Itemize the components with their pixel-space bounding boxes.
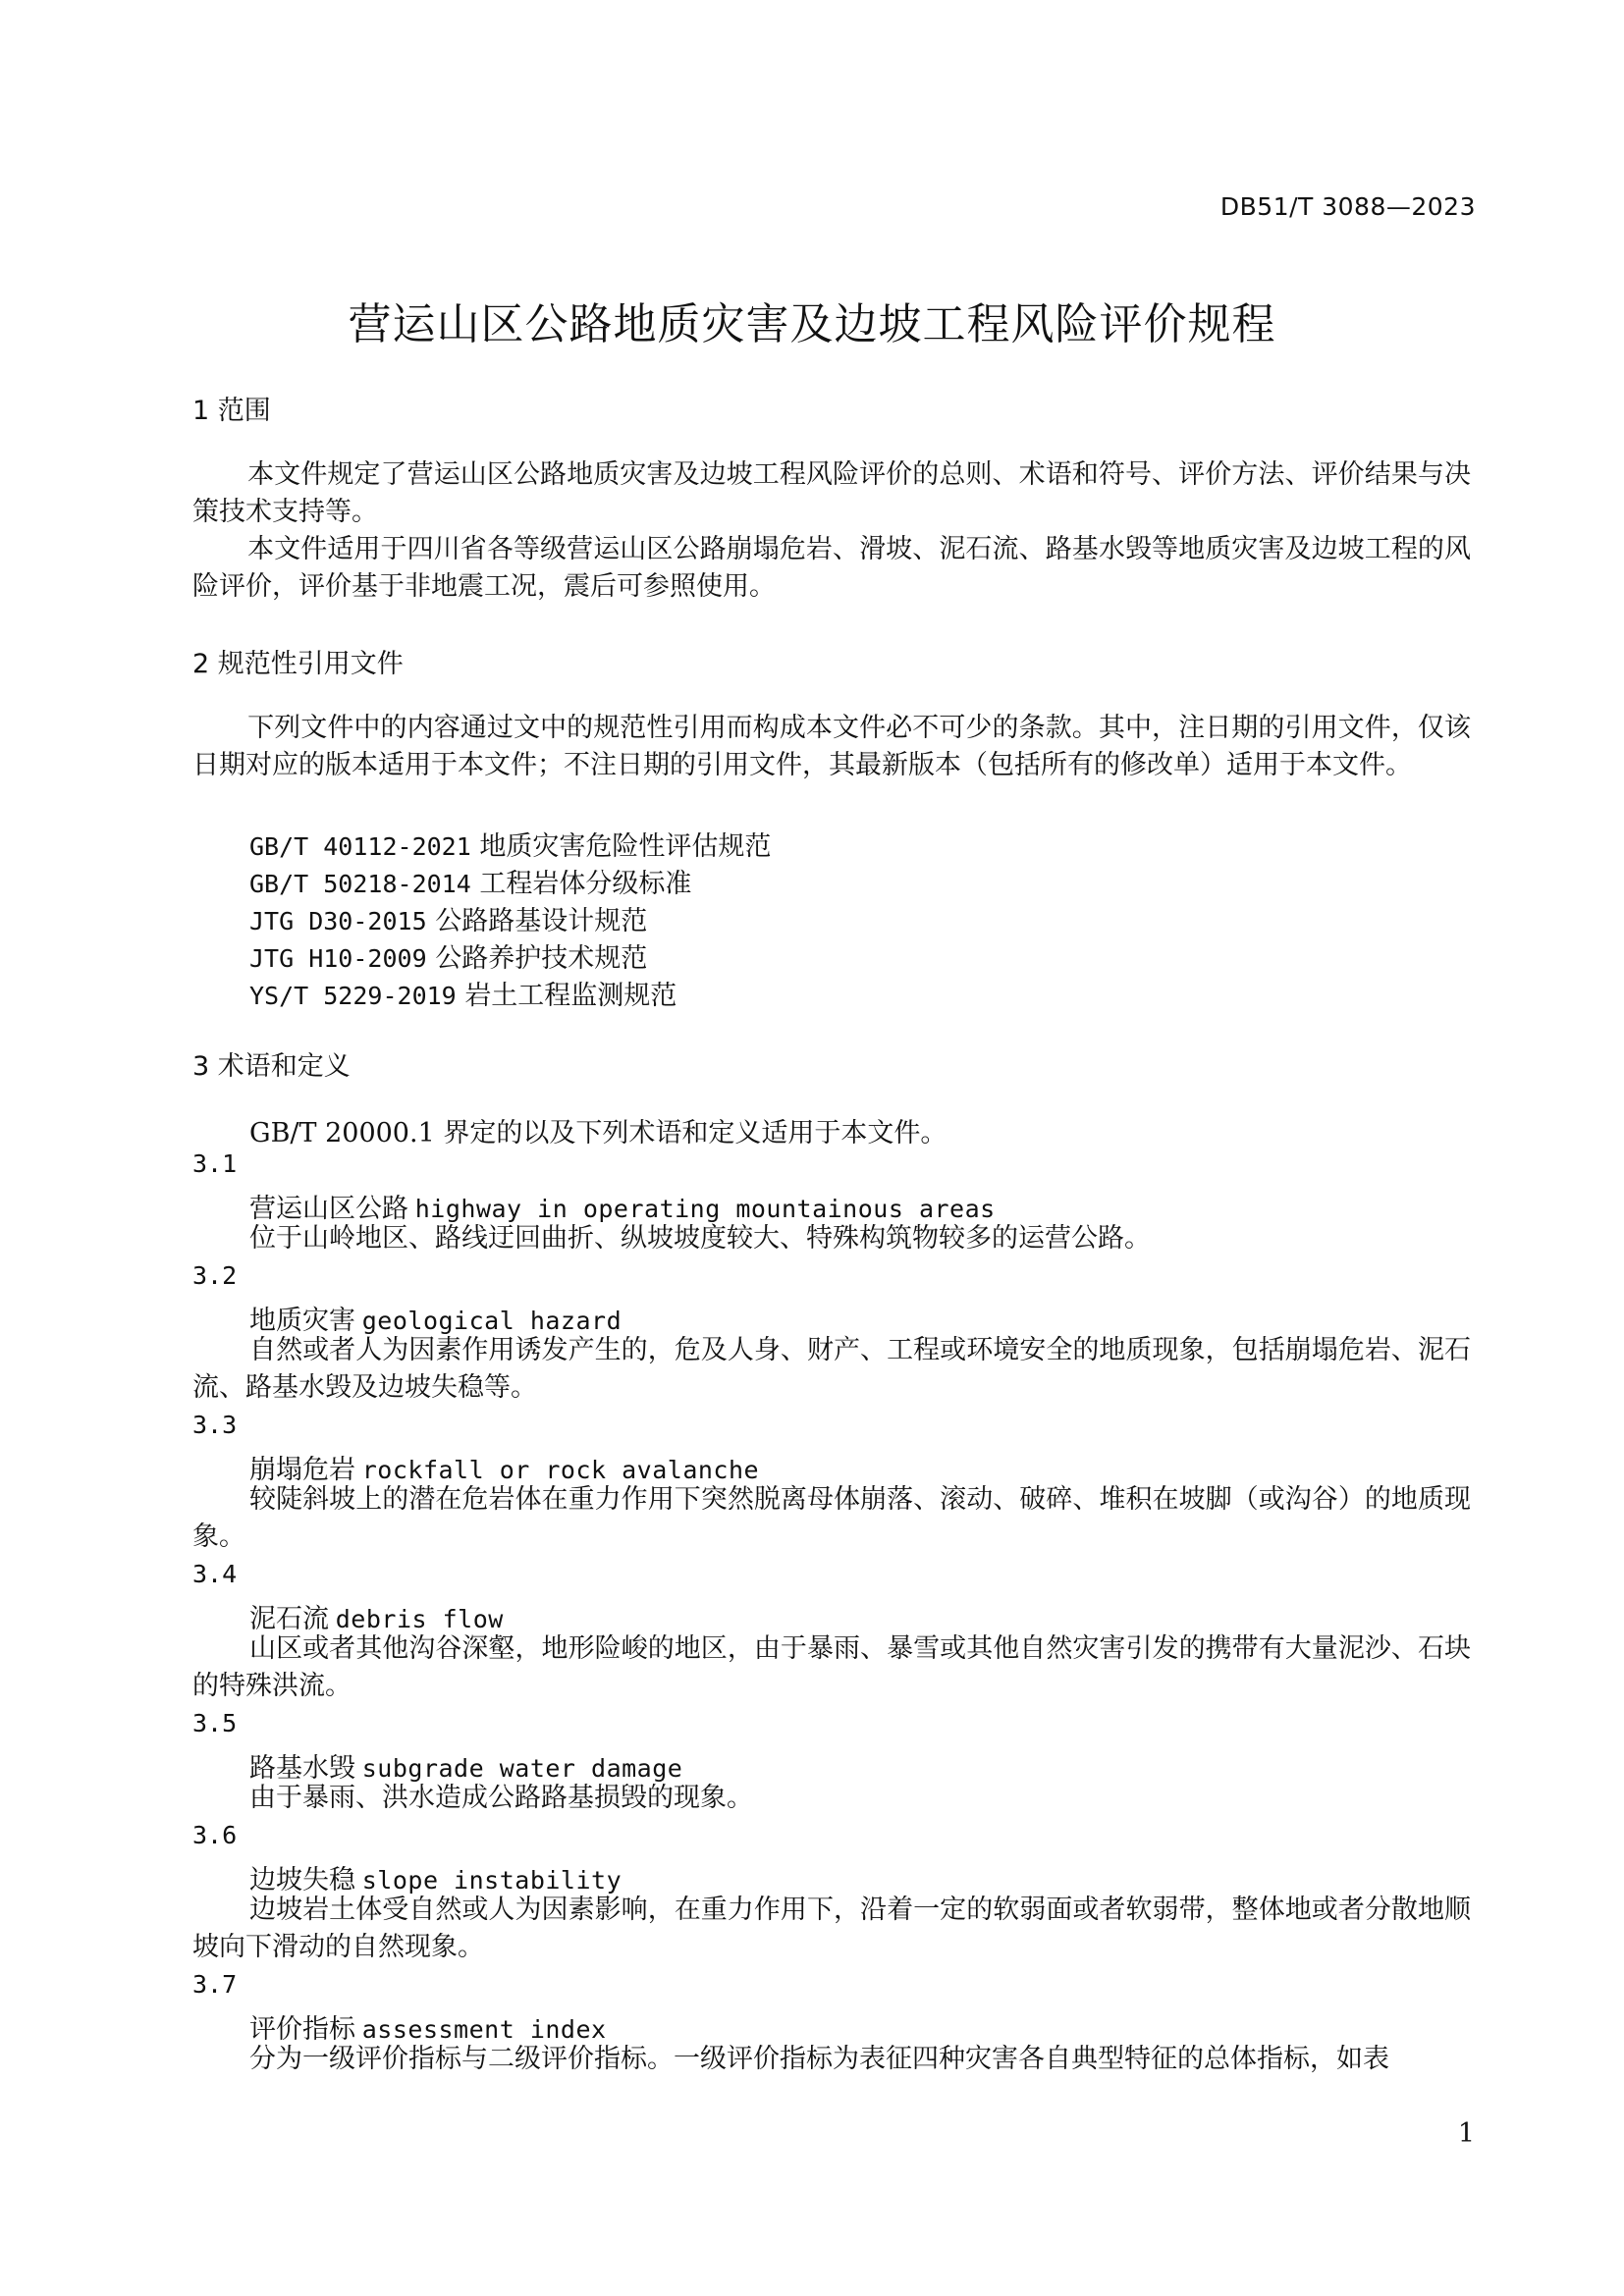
term-definition: 由于暴雨、洪水造成公路路基损毁的现象。: [249, 1783, 753, 1813]
document-title: 营运山区公路地质灾害及边坡工程风险评价规程: [348, 299, 1276, 349]
term-number: 3.1: [192, 1149, 238, 1178]
term-definition: 位于山岭地区、路线迂回曲折、纵坡坡度较大、特殊构筑物较多的运营公路。: [249, 1223, 1151, 1254]
normative-reference: YS/T 5229-2019 岩土工程监测规范: [249, 981, 677, 1011]
term-title: 边坡失稳 slope instability: [249, 1865, 623, 1896]
section-3-heading: 3 术语和定义: [192, 1051, 351, 1082]
section-2-paragraph-1: 下列文件中的内容通过文中的规范性引用而构成本文件必不可少的条款。其中，注日期的引用文件，仅该日期对应的版本适用于本文件；不注日期的引用文件，其最新版本（包括所有的修改单）适用于本文件。: [192, 713, 1471, 780]
term-title: 路基水毁 subgrade water damage: [249, 1753, 683, 1784]
section-1-paragraph-1: 本文件规定了营运山区公路地质灾害及边坡工程风险评价的总则、术语和符号、评价方法、评价结果与决策技术支持等。: [192, 459, 1471, 527]
term-definition: 山区或者其他沟谷深壑，地形险峻的地区，由于暴雨、暴雪或其他自然灾害引发的携带有大量泥沙、石块的特殊洪流。: [192, 1633, 1471, 1701]
term-definition: 边坡岩土体受自然或人为因素影响，在重力作用下，沿着一定的软弱面或者软弱带，整体地或者分散地顺坡向下滑动的自然现象。: [192, 1895, 1471, 1962]
term-number: 3.4: [192, 1560, 238, 1588]
section-3-intro: GB/T 20000.1 界定的以及下列术语和定义适用于本文件。: [249, 1118, 947, 1148]
normative-reference: JTG D30-2015 公路路基设计规范: [249, 906, 648, 936]
term-definition: 较陡斜坡上的潜在危岩体在重力作用下突然脱离母体崩落、滚动、破碎、堆积在坡脚（或沟谷）的地质现象。: [192, 1484, 1471, 1552]
term-definition: 分为一级评价指标与二级评价指标。一级评价指标为表征四种灾害各自典型特征的总体指标，如表: [249, 2044, 1389, 2074]
term-number: 3.2: [192, 1261, 238, 1290]
term-number: 3.6: [192, 1821, 238, 1849]
normative-reference: GB/T 50218-2014 工程岩体分级标准: [249, 869, 692, 899]
page-number: 1: [1457, 2118, 1475, 2149]
term-number: 3.3: [192, 1411, 238, 1439]
section-2-heading: 2 规范性引用文件: [192, 649, 404, 679]
term-title: 崩塌危岩 rockfall or rock avalanche: [249, 1455, 760, 1485]
standard-code: DB51/T 3088—2023: [1219, 192, 1476, 221]
term-definition: 自然或者人为因素作用诱发产生的，危及人身、财产、工程或环境安全的地质现象，包括崩塌危岩、泥石流、路基水毁及边坡失稳等。: [192, 1335, 1471, 1403]
term-title: 泥石流 debris flow: [249, 1604, 504, 1634]
term-number: 3.5: [192, 1709, 238, 1737]
normative-reference: GB/T 40112-2021 地质灾害危险性评估规范: [249, 831, 772, 862]
term-number: 3.7: [192, 1970, 238, 1999]
section-1-paragraph-2: 本文件适用于四川省各等级营运山区公路崩塌危岩、滑坡、泥石流、路基水毁等地质灾害及边坡工程的风险评价，评价基于非地震工况，震后可参照使用。: [192, 534, 1471, 602]
term-title: 营运山区公路 highway in operating mountainous areas: [249, 1194, 996, 1224]
section-1-heading: 1 范围: [192, 396, 271, 426]
normative-reference: JTG H10-2009 公路养护技术规范: [249, 943, 648, 974]
term-title: 评价指标 assessment index: [249, 2014, 607, 2045]
term-title: 地质灾害 geological hazard: [249, 1306, 623, 1336]
